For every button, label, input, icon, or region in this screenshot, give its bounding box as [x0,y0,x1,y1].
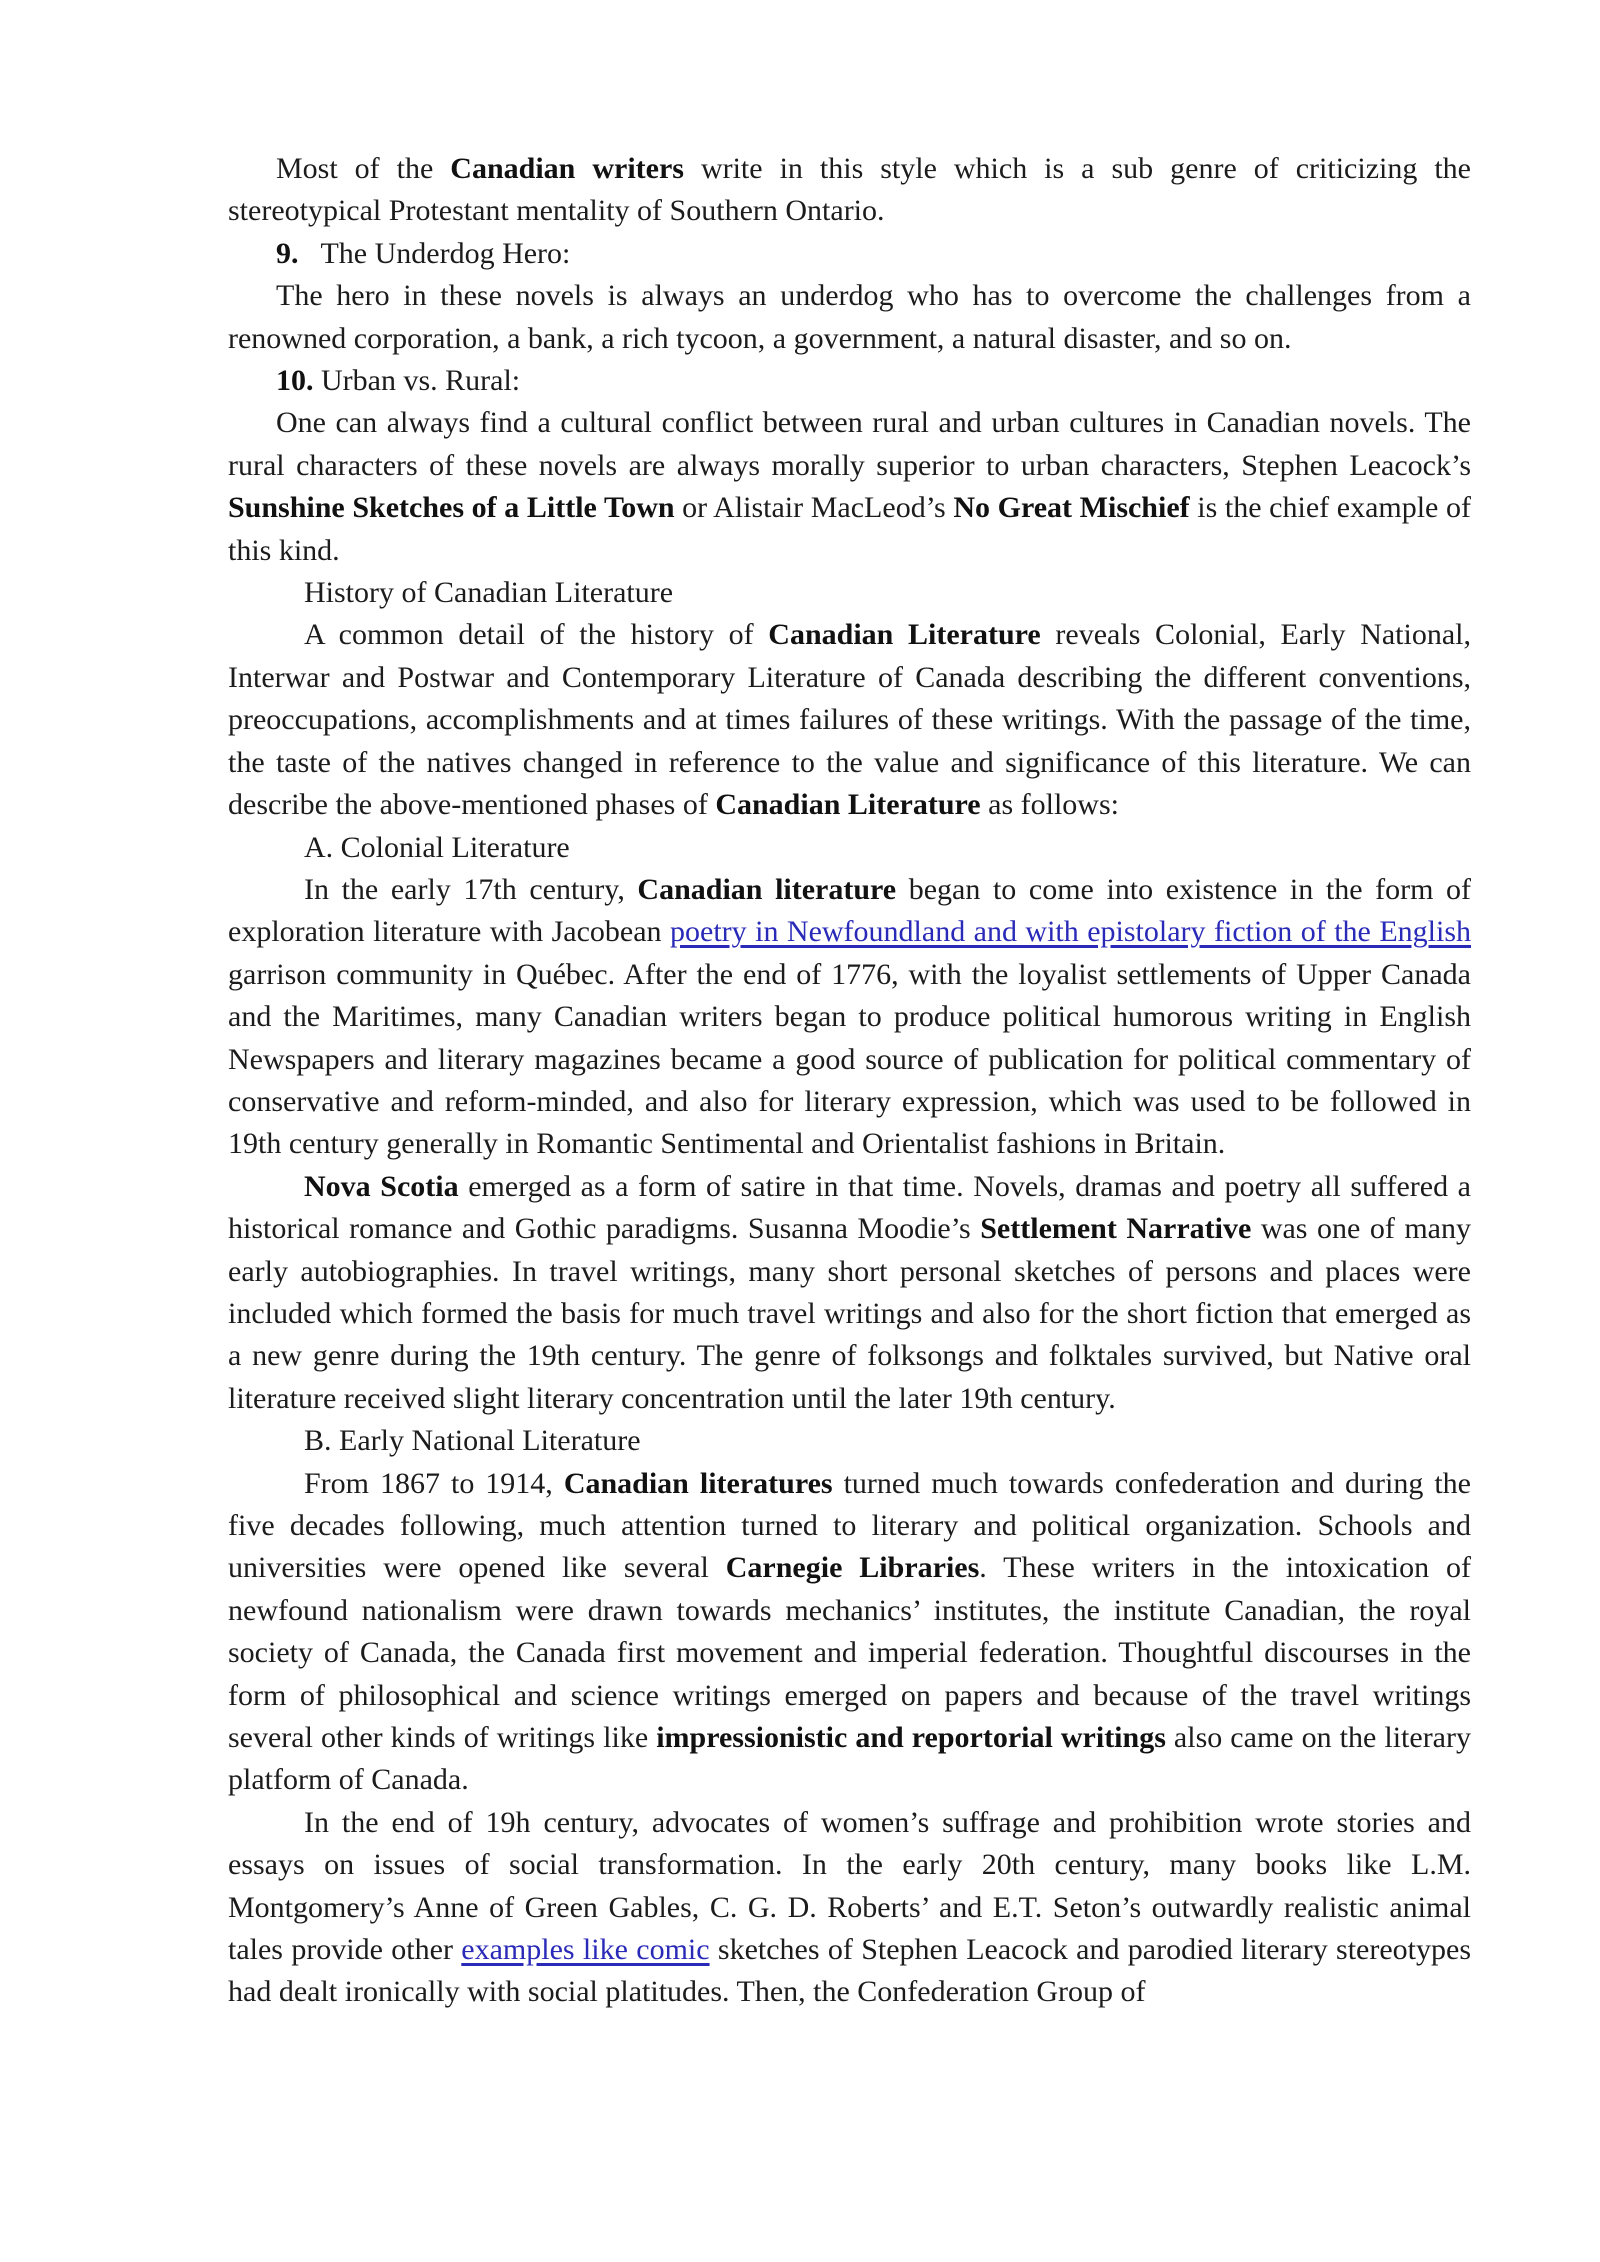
text: was one of many early autobiographies. In travel writings, many short personal sketches of persons and places were included which formed the basis for much travel writings and also for the short fiction that emerged as a new genre during the 19th century. The genre of folksongs and folktales survived, but Native oral literature received slight literary concentration until the later 19th century. [228,1212,1471,1415]
paragraph-urban-vs-rural [228,402,1471,572]
heading-colonial-literature: A. Colonial Literature [304,830,570,864]
heading-underdog-hero [228,233,1471,275]
heading-title: The Underdog Hero: [320,236,571,270]
document-body [228,148,1471,2014]
text: In the end of 19h century, advocates of women’s suffrage and prohibition wrote stories and essays on issues of social transformation. In the early 20th century, many books like L.M. Montgomery’s Anne of Green Gables, C. G. D. Roberts’ and E.T. Seton’s outwardly realistic animal tales provide other [228,1805,1471,1967]
bold-term: impressionistic and reportorial writings [656,1721,1166,1755]
text: garrison community in Québec. After the end of 1776, with the loyalist settlements of Upper Canada and the Maritimes, many Canadian writers began to produce political humorous writing in English Newspapers and literary magazines became a good source of publication for political commentary of conservative and reform-minded, and also for literary expression, which was used to be followed in 19th century generally in Romantic Sentimental and Orientalist fashions in Britain. [228,957,1471,1161]
text: began to come into existence in the form of exploration literature with Jacobean [228,872,1472,949]
paragraph-end-of-19th-century [228,1802,1471,2014]
heading-title: Urban vs. Rural: [321,364,521,398]
heading-early-national-literature: B. Early National Literature [304,1424,641,1458]
bold-term: Settlement Narrative [980,1212,1252,1246]
text: reveals Colonial, Early National, Interwar and Postwar and Contemporary Literature of Canada describing the different conventions, preoccupations, accomplishments and at times failures of these writings. With the passage of the time, the taste of the natives changed in reference to the value and significance of this literature. We can describe the above-mentioned phases of [228,618,1471,822]
heading-urban-vs-rural [228,360,1471,402]
text: sketches of Stephen Leacock and parodied literary stereotypes had dealt ironically with social platitudes. Then, the Confederation Group of [228,1933,1472,2009]
text: From 1867 to 1914, [304,1466,564,1500]
text: also came on the literary platform of Canada. [228,1721,1471,1797]
paragraph-history-overview [228,614,1471,826]
bold-term: Nova Scotia [304,1169,459,1203]
bold-term: Carnegie Libraries [725,1551,980,1585]
text: A common detail of the history of [304,618,769,652]
paragraph-canadian-writers-style [228,148,1471,233]
text: One can always find a cultural conflict between rural and urban cultures in Canadian novels. The rural characters of these novels are always morally superior to urban characters, Stephen Leacock’s [228,406,1471,482]
text: turned much towards confederation and during the five decades following, much attention turned to literary and political organization. Schools and universities were opened like several [228,1466,1471,1585]
text: emerged as a form of satire in that time. Novels, dramas and poetry all suffered a historical romance and Gothic paradigms. Susanna Moodie’s [228,1169,1471,1246]
bold-term: Canadian writers [450,152,684,185]
text: or Alistair MacLeod’s [674,491,954,525]
paragraph-underdog-hero: The hero in these novels is always an underdog who has to overcome the challenges from a renowned corporation, a bank, a rich tycoon, a government, a natural disaster, and so on. [228,279,1471,355]
bold-term: Canadian Literature [715,788,981,822]
text: Most of the [276,152,451,185]
text: In the early 17th century, [304,872,638,906]
bold-title: Sunshine Sketches of a Little Town [228,491,675,525]
bold-term: Canadian Literature [768,618,1041,652]
text: write in this style which is a sub genre of criticizing the stereotypical Protestant mentality of Southern Ontario. [228,152,1471,228]
link-examples-like-comic[interactable]: examples like comic [461,1933,710,1967]
heading-number: 9. [276,236,299,270]
bold-term: Canadian literature [637,872,897,906]
paragraph-nova-scotia [228,1166,1471,1420]
heading-number: 10. [276,364,314,398]
bold-term: Canadian literatures [563,1466,833,1500]
bold-title: No Great Mischief [953,491,1190,525]
paragraph-colonial-literature [228,869,1471,1166]
text: . These writers in the intoxication of newfound nationalism were drawn towards mechanics’ institutes, the institute Canadian, the royal society of Canada, the Canada first movement and imperial federation. Thoughtful discourses in the form of philosophical and science writings emerged on papers and because of the travel writings several other kinds of writings like [228,1551,1471,1755]
link-poetry-in-newfoundland[interactable]: poetry in Newfoundland and with epistolary fiction of the English [670,915,1471,949]
text: as follows: [980,788,1119,822]
heading-history-of-canadian-literature: History of Canadian Literature [304,576,674,610]
paragraph-early-national-literature [228,1463,1471,1802]
text: is the chief example of this kind. [228,491,1471,567]
